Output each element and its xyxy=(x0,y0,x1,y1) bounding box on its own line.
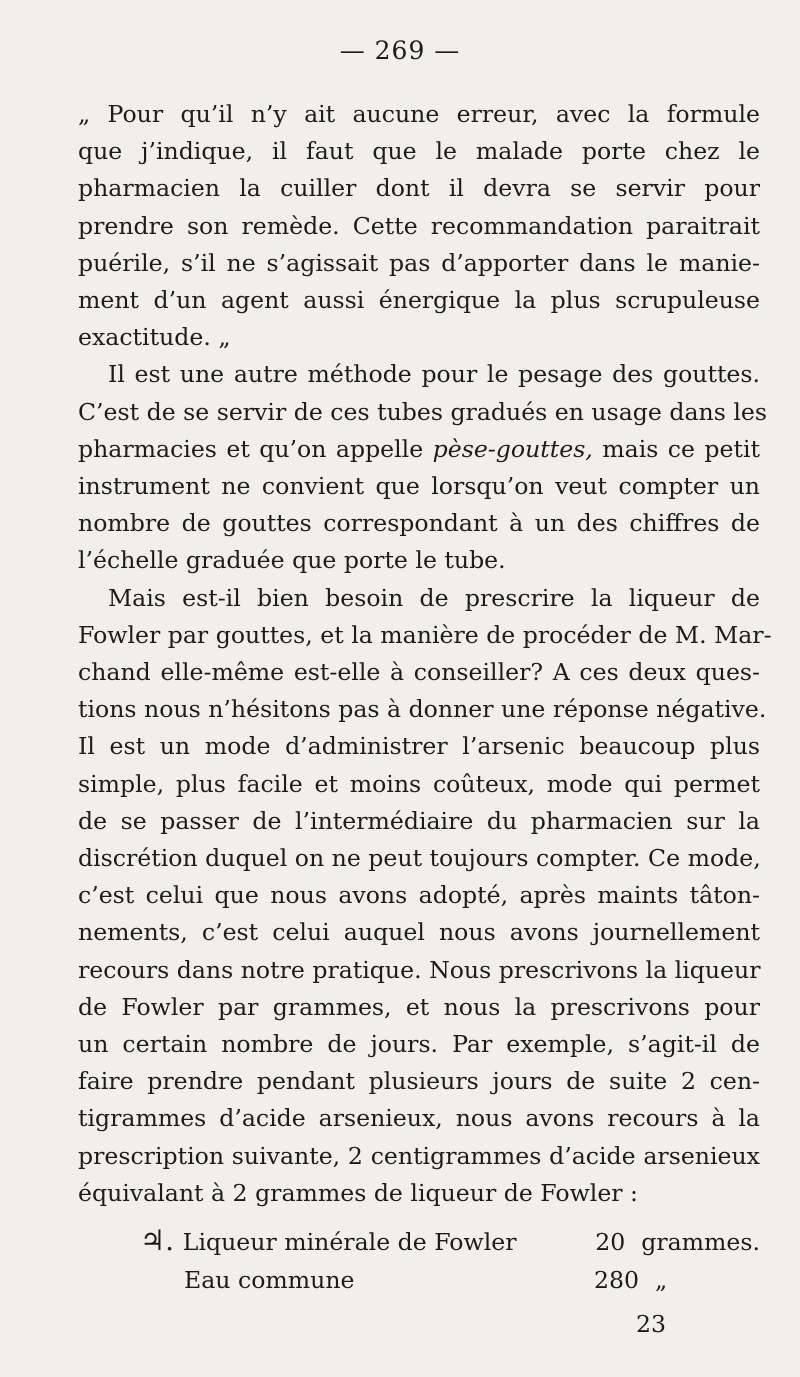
formula-row xyxy=(140,1261,760,1299)
text-line: Fowler par gouttes, et la manière de procéder de M. Mar- xyxy=(78,620,772,649)
text-line: équivalant à 2 grammes de liqueur de Fowler : xyxy=(78,1178,639,1207)
text-line: prescription suivante, 2 centigrammes d’acide arsenieux xyxy=(78,1141,760,1170)
text-line: Il est une autre méthode pour le pesage des gouttes. xyxy=(108,360,760,389)
text-line: que j’indique, il faut que le malade porte chez le xyxy=(78,137,760,166)
text-line: prendre son remède. Cette recommandation paraitrait xyxy=(78,211,760,240)
paragraph xyxy=(48,356,767,579)
text-line: instrument ne convient que lorsqu’on veut compter un xyxy=(78,472,760,501)
text-line: faire prendre pendant plusieurs jours de suite 2 cen- xyxy=(78,1067,760,1096)
ingredient-name: Liqueur minérale de Fowler xyxy=(182,1228,517,1256)
ingredient-name: Eau commune xyxy=(184,1266,355,1294)
text-line: „ Pour qu’il n’y ait aucune erreur, avec la formule xyxy=(78,100,760,128)
text-line: l’échelle graduée que porte le tube. xyxy=(78,546,506,575)
text-line xyxy=(48,431,760,468)
text-fragment: mais ce petit xyxy=(602,434,761,463)
text-line: recours dans notre pratique. Nous prescrivons la liqueur xyxy=(78,955,761,984)
formula-row xyxy=(140,1222,760,1261)
text-line: un certain nombre de jours. Par exemple, s’agit-il de xyxy=(78,1030,760,1059)
recipe-symbol: ♃. xyxy=(140,1224,175,1257)
ingredient-unit: grammes. xyxy=(641,1228,760,1256)
text-line: c’est celui que nous avons adopté, après maints tâton- xyxy=(78,881,760,910)
text-line: nements, c’est celui auquel nous avons journellement xyxy=(78,918,760,947)
ingredient-unit: „ xyxy=(655,1266,668,1294)
paragraph xyxy=(48,96,760,356)
text-line: simple, plus facile et moins coûteux, mode qui permet xyxy=(78,769,760,798)
text-line: ment d’un agent aussi énergique la plus scrupuleuse xyxy=(78,286,760,315)
text-line: de Fowler par grammes, et nous la prescrivons pour xyxy=(78,992,760,1021)
body-text xyxy=(48,96,772,1212)
text-line: tigrammes d’acide arsenieux, nous avons recours à la xyxy=(78,1104,760,1133)
text-line: Il est un mode d’administrer l’arsenic beaucoup plus xyxy=(78,732,760,761)
text-line: pharmacien la cuiller dont il devra se servir pour xyxy=(78,174,760,203)
text-line: Mais est-il bien besoin de prescrire la liqueur de xyxy=(108,583,760,612)
text-line: chand elle-même est-elle à conseiller? A ces deux ques- xyxy=(78,658,760,687)
prescription-formula xyxy=(140,1222,760,1299)
text-line: C’est de se servir de ces tubes gradués en usage dans les xyxy=(78,397,767,426)
ingredient-quantity: 20 xyxy=(595,1228,626,1256)
text-line: discrétion duquel on ne peut toujours compter. Ce mode, xyxy=(78,844,761,873)
text-line: nombre de gouttes correspondant à un des chiffres de xyxy=(78,509,760,538)
ingredient-quantity: 280 xyxy=(593,1266,639,1294)
paragraph xyxy=(48,580,772,1212)
text-line: de se passer de l’intermédiaire du pharmacien sur la xyxy=(78,806,760,835)
text-line: exactitude. „ xyxy=(78,323,231,352)
text-line: tions nous n’hésitons pas à donner une réponse négative. xyxy=(78,695,767,724)
page-number: — 269 — xyxy=(339,36,461,65)
text-fragment: pharmacies et qu’on appelle xyxy=(78,434,424,463)
signature-mark: 23 xyxy=(636,1310,667,1338)
italic-term: pèse-gouttes, xyxy=(432,434,593,463)
text-line: puérile, s’il ne s’agissait pas d’apporter dans le manie- xyxy=(78,248,760,277)
